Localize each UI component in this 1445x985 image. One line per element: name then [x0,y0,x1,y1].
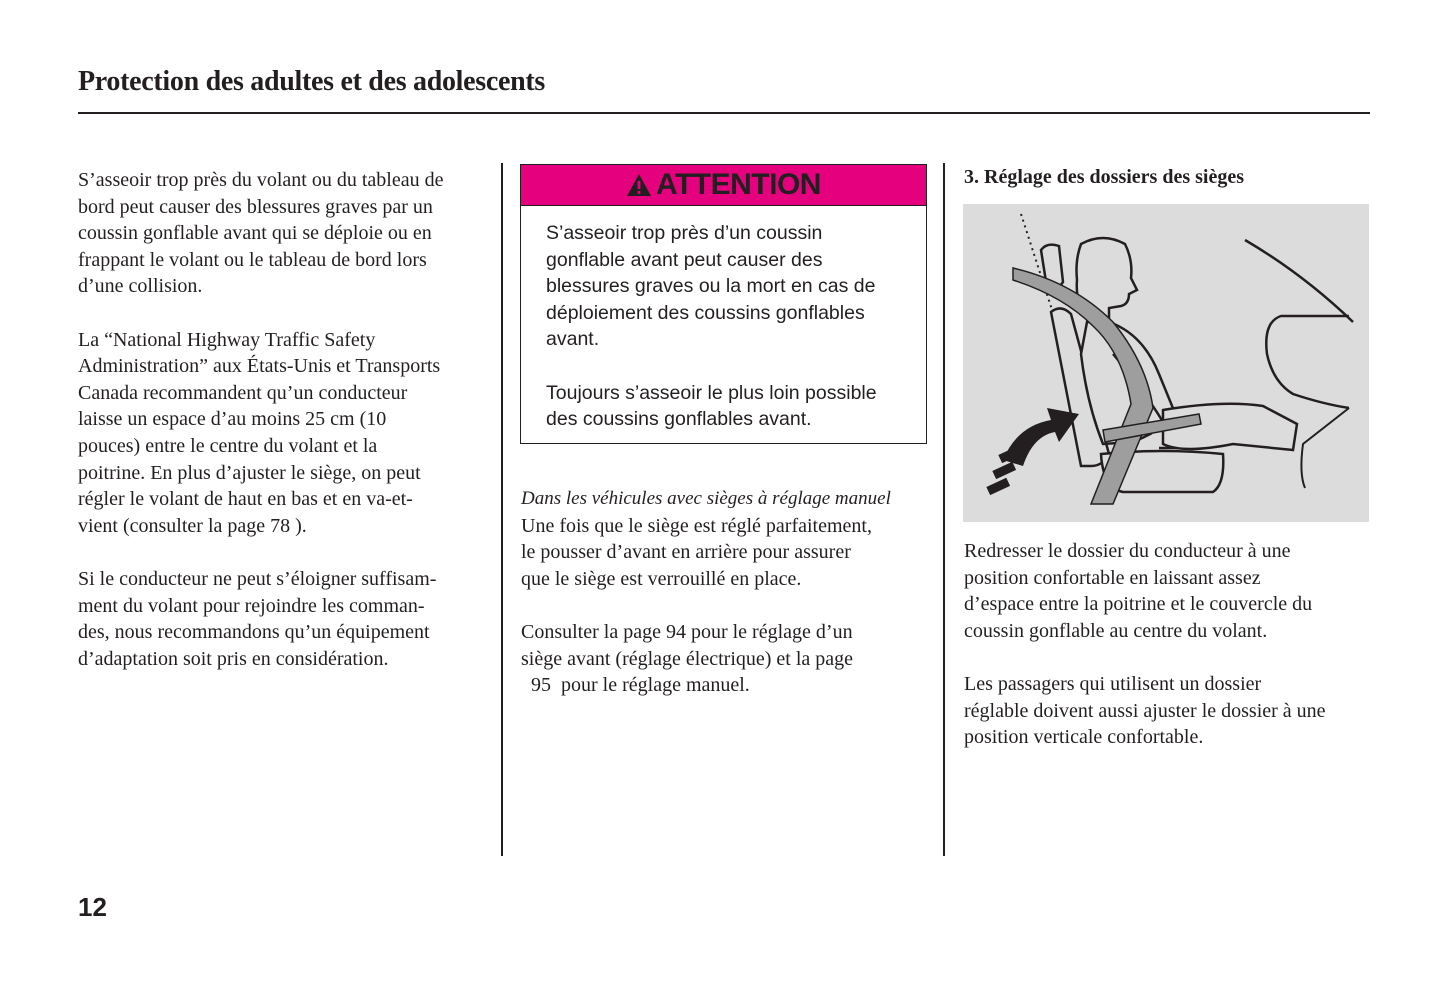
col1-paragraph-1: S’asseoir trop près du volant ou du tableau de bord peut causer des blessures graves par un coussin gonflable avant qui se déploie ou en frappant le volant ou le tableau de bord lors d’une collision. [78,169,444,298]
column-2 [521,486,921,725]
column-divider-2 [943,163,945,856]
seated-driver-figure [963,204,1369,522]
col3-paragraph-2: Les passagers qui utilisent un dossier réglable doivent aussi ajuster le dossier à une position verticale confortable. [964,672,1326,749]
warning-paragraph-2: Toujours s’asseoir le plus loin possible des coussins gonflables avant. [546,381,877,431]
seatback-illustration [963,204,1369,522]
warning-header [521,165,926,206]
warning-paragraph-1: S’asseoir trop près d’un coussin gonflable avant peut causer des blessures graves ou la mort en cas de déploiement des coussins gonflables avant. [546,222,876,351]
column-3 [964,538,1370,777]
column-1 [78,167,488,699]
col1-paragraph-2: La “National Highway Traffic Safety Administration” aux États-Unis et Transports Canada recommandent qu’un conducteur laisse un espace d’au moins 25 cm (10 pouces) entre le centre du volant et la poitrine. En plus d’ajuster le siège, on peut régler le volant de haut en bas et en va-et- vient (consulter la page 78 ). [78,327,488,540]
warning-label: ATTENTION [656,168,821,201]
section-heading: 3. Réglage des dossiers des sièges [964,166,1244,188]
col2-paragraph-2: Consulter la page 94 pour le réglage d’un siège avant (réglage électrique) et la page 95 pour le réglage manuel. [521,619,921,699]
warning-box [520,164,927,444]
manual-seat-label: Dans les véhicules avec sièges à réglage manuel [521,488,891,509]
page-number: 12 [78,892,107,922]
page-reference-94: Consulter la page 94 pour le réglage d’un [521,620,853,643]
page-reference-78: vient (consulter la page 78 ). [78,514,307,537]
col1-paragraph-3: Si le conducteur ne peut s’éloigner suffisam- ment du volant pour rejoindre les comman- des, nous recommandons qu’un équipement d’adaptation soit pris en considération. [78,567,437,670]
warning-body [521,206,926,433]
col2-paragraph-1: Une fois que le siège est réglé parfaitement, le pousser d’avant en arrière pour assurer que le siège est verrouillé en place. [521,514,872,590]
page-title: Protection des adultes et des adolescents [78,66,546,97]
column-divider-1 [501,163,503,856]
col3-paragraph-1: Redresser le dossier du conducteur à une position confortable en laissant assez d’espace entre la poitrine et le couvercle du coussin gonflable au centre du volant. [964,540,1313,642]
page-reference-95: 95 pour le réglage manuel. [521,674,750,697]
header-rule [78,112,1370,114]
warning-triangle-icon [626,173,652,197]
